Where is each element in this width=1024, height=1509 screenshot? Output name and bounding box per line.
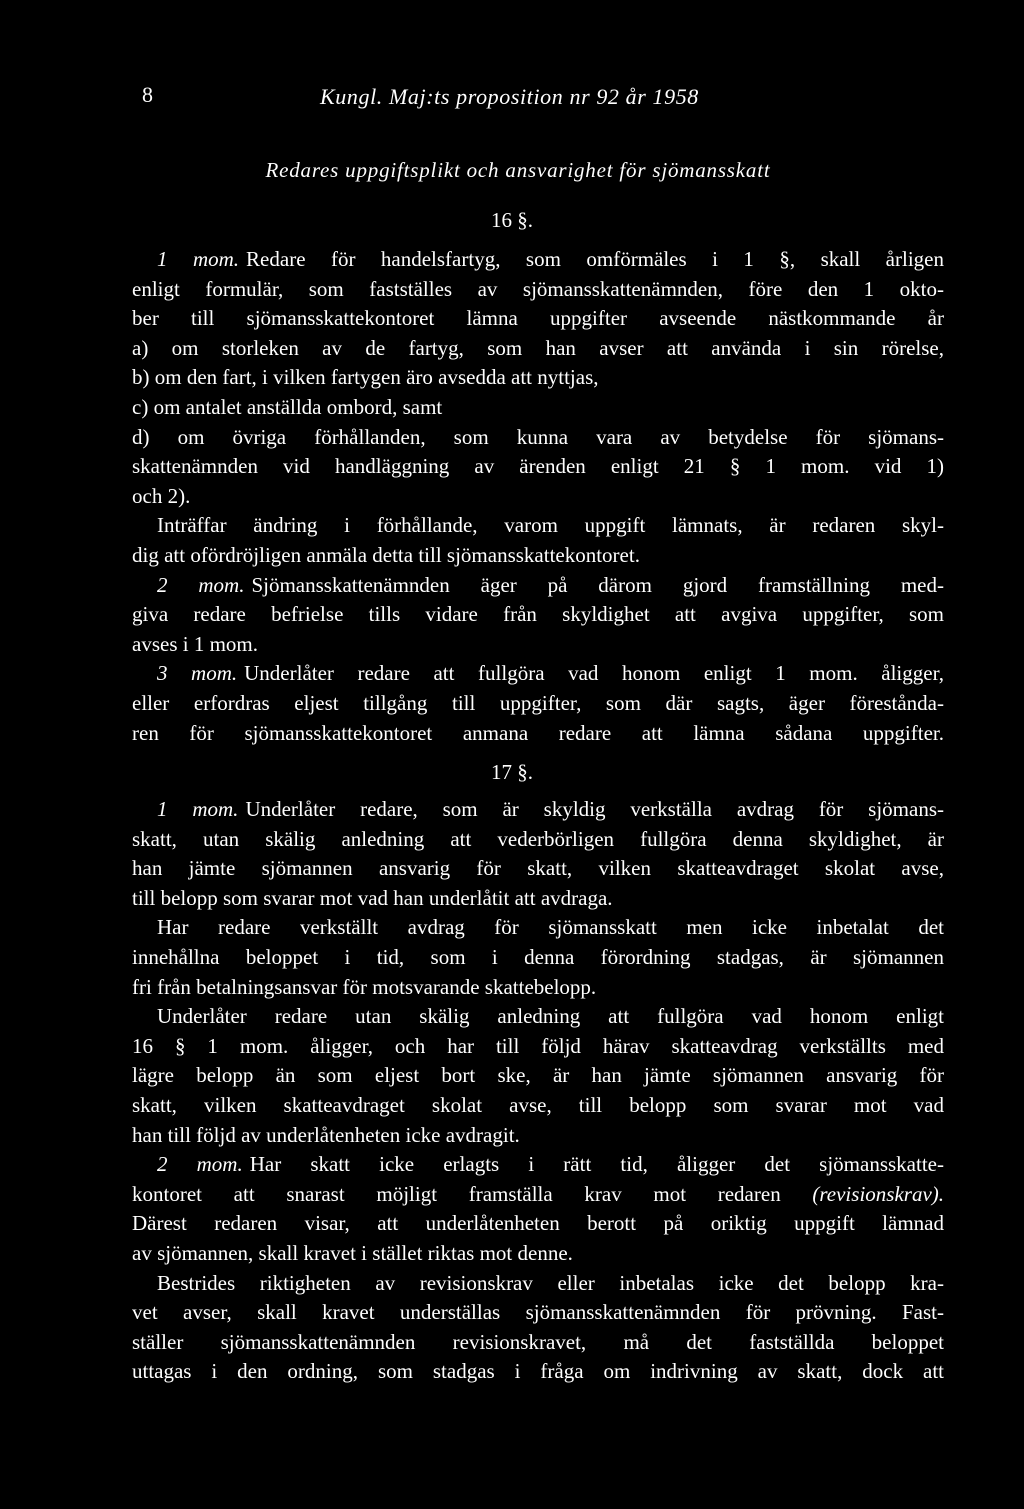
text-line <box>132 1210 944 1237</box>
text-line <box>132 1122 944 1149</box>
moment-label: 2 mom. <box>157 1152 243 1177</box>
moment-label: 1 mom. <box>157 247 240 271</box>
line-text: skattenämnden vid handläggning av ärenden enligt 21 § 1 mom. vid 1) <box>132 454 944 479</box>
text-line <box>132 1033 944 1060</box>
text-line <box>157 1003 944 1030</box>
text-line <box>132 601 944 628</box>
line-text: ren för sjömansskattekontoret anmana redare att lämna sådana uppgifter. <box>132 720 944 745</box>
running-title: Kungl. Maj:ts proposition nr 92 år 1958 <box>320 84 699 109</box>
line-text: giva redare befrielse tills vidare från skyldighet att avgiva uppgifter, som <box>132 602 944 627</box>
line-text: Har redare verkställt avdrag för sjömansskatt men icke inbetalat det <box>157 915 944 940</box>
text-line <box>157 660 944 687</box>
line-text: dig att ofördröjligen anmäla detta till sjömansskattekontoret. <box>132 543 640 567</box>
line-text: Redare för handelsfartyg, som omförmäles i 1 §, skall årligen <box>246 247 944 271</box>
line-text: ber till sjömansskattekontoret lämna uppgifter avseende nästkommande år <box>132 306 944 331</box>
text-line <box>132 1092 944 1119</box>
line-text: eller erfordras eljest tillgång till uppgifter, som där sagts, äger förestånda- <box>132 691 944 715</box>
line-text: Underlåter redare utan skälig anledning att fullgöra vad honom enligt <box>157 1004 944 1029</box>
text-line <box>132 394 944 421</box>
line-text: Inträffar ändring i förhållande, varom uppgift lämnats, är redaren skyl- <box>157 513 944 538</box>
text-line <box>132 1240 944 1267</box>
line-text: Underlåter redare, som är skyldig verkställa avdrag för sjömans- <box>245 797 944 821</box>
text-line <box>132 424 944 451</box>
moment-label: 1 mom. <box>157 797 239 821</box>
section-heading-17: 17 §. <box>491 760 533 784</box>
text-line <box>157 246 944 273</box>
line-text: lägre belopp än som eljest bort ske, är han jämte sjömannen ansvarig för <box>132 1063 944 1088</box>
line-text: han till följd av underlåtenheten icke avdragit. <box>132 1122 520 1147</box>
italic-term: (revisionskrav). <box>812 1181 945 1206</box>
line-text: Underlåter redare att fullgöra vad honom enligt 1 mom. åligger, <box>244 661 944 686</box>
text-line <box>132 335 944 362</box>
line-text: och 2). <box>132 483 191 508</box>
moment-label: 3 mom. <box>157 661 238 686</box>
text-line <box>132 364 944 391</box>
line-text: vet avser, skall kravet underställas sjömansskattenämnden för prövning. Fast- <box>132 1300 944 1325</box>
line-text: a) om storleken av de fartyg, som han avser att använda i sin rörelse, <box>132 335 944 360</box>
line-text: Har skatt icke erlagts i rätt tid, åligger det sjömansskatte- <box>249 1152 944 1177</box>
line-text: till belopp som svarar mot vad han underlåtit att avdraga. <box>132 885 613 910</box>
line-text: ställer sjömansskattenämnden revisionskravet, må det fastställda beloppet <box>132 1329 944 1354</box>
line-text: skatt, utan skälig anledning att vederbörligen fullgöra denna skyldighet, är <box>132 826 944 851</box>
section-heading-16: 16 §. <box>491 208 533 232</box>
page-number: 8 <box>142 82 153 107</box>
text-line <box>157 1270 944 1297</box>
text-line <box>132 1329 944 1356</box>
line-text: b) om den fart, i vilken fartygen äro avsedda att nyttjas, <box>132 365 599 390</box>
text-line <box>157 796 944 823</box>
line-text: innehållna beloppet i tid, som i denna förordning stadgas, är sjömannen <box>132 945 944 969</box>
line-text: 16 § 1 mom. åligger, och har till följd härav skatteavdrag verkställts med <box>132 1033 944 1058</box>
page-header <box>0 82 1024 122</box>
line-text: c) om antalet anställda ombord, samt <box>132 395 443 419</box>
line-text: fri från betalningsansvar för motsvarande skattebelopp. <box>132 974 597 999</box>
text-line <box>132 944 944 971</box>
text-line <box>132 855 944 882</box>
text-line <box>132 1181 944 1208</box>
line-text: Bestrides riktigheten av revisionskrav eller inbetalas icke det belopp kra- <box>157 1270 944 1295</box>
text-line <box>132 826 944 853</box>
line-text: av sjömannen, skall kravet i stället riktas mot denne. <box>132 1241 573 1265</box>
line-text: d) om övriga förhållanden, som kunna vara av betydelse för sjömans- <box>132 424 944 449</box>
line-text: uttagas i den ordning, som stadgas i fråga om indrivning av skatt, dock att <box>132 1359 944 1384</box>
text-line <box>132 305 944 332</box>
moment-label: 2 mom. <box>157 572 245 597</box>
line-text: enligt formulär, som fastställes av sjömansskattenämnden, före den 1 okto- <box>132 276 944 301</box>
text-line <box>132 720 944 747</box>
line-text: avses i 1 mom. <box>132 631 258 656</box>
text-line <box>132 690 944 717</box>
text-line <box>132 885 944 912</box>
text-line <box>132 1358 944 1385</box>
line-text: skatt, vilken skatteavdraget skolat avse, till belopp som svarar mot vad <box>132 1093 944 1117</box>
text-line <box>132 276 944 303</box>
line-text: Därest redaren visar, att underlåtenheten berott på oriktig uppgift lämnad <box>132 1211 944 1236</box>
text-line <box>132 1299 944 1326</box>
text-line <box>132 1062 944 1089</box>
text-line <box>157 512 944 539</box>
text-line <box>132 483 944 510</box>
text-line <box>132 542 944 569</box>
text-line <box>157 1151 944 1178</box>
text-line <box>132 631 944 658</box>
line-text: han jämte sjömannen ansvarig för skatt, vilken skatteavdraget skolat avse, <box>132 856 944 881</box>
chapter-title: Redares uppgiftsplikt och ansvarighet för sjömansskatt <box>265 158 771 182</box>
text-line <box>157 914 944 941</box>
text-line <box>157 572 944 599</box>
line-text: kontoret att snarast möjligt framställa krav mot redaren <box>132 1181 781 1206</box>
line-text: Sjömansskattenämnden äger på därom gjord framställning med- <box>251 572 944 597</box>
text-line <box>132 974 944 1001</box>
text-line <box>132 453 944 480</box>
